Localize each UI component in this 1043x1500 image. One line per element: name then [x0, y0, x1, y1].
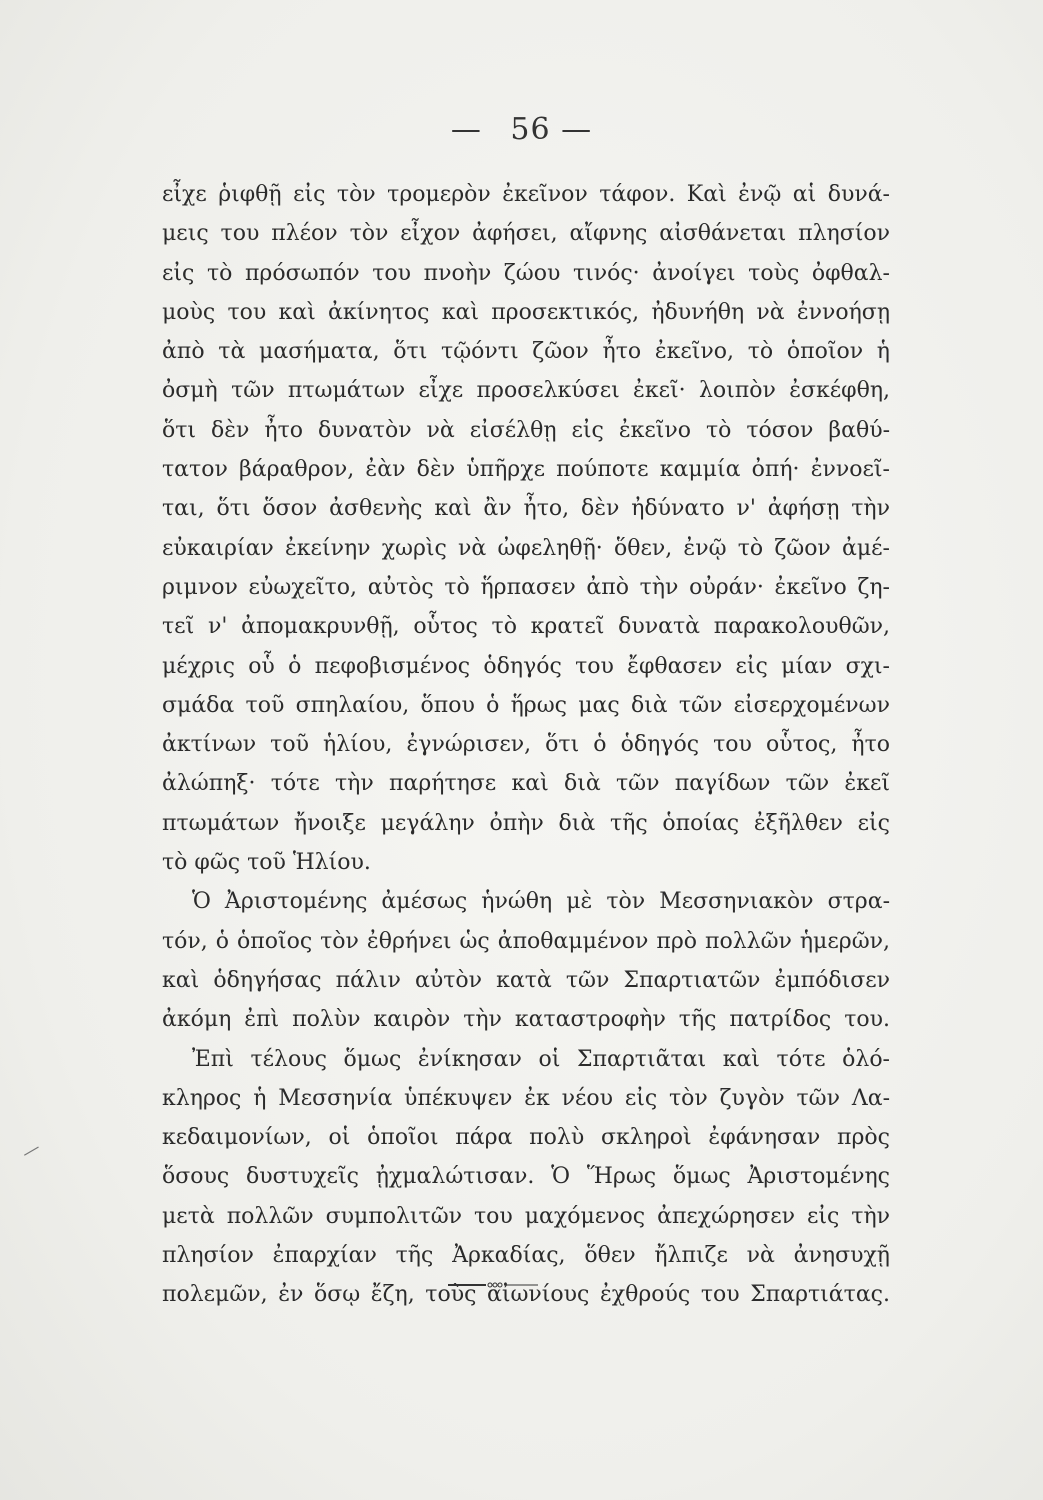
- paragraph-1: [162, 175, 890, 882]
- text-line: ὀσμὴ τῶν πτωμάτων εἶχε προσελκύσει ἐκεῖ· λοιπὸν ἐσκέφθη,: [162, 378, 890, 404]
- text-line: πλησίον ἐπαρχίαν τῆς Ἀρκαδίας, ὅθεν ἤλπιζε νὰ ἀνησυχῇ: [162, 1243, 890, 1269]
- text-line: τόν, ὁ ὁποῖος τὸν ἐθρήνει ὡς ἀποθαμμένον πρὸ πολλῶν ἡμερῶν,: [162, 928, 890, 954]
- text-line: Ὁ Ἀριστομένης ἀμέσως ἡνώθη μὲ τὸν Μεσσηνιακὸν στρα-: [192, 889, 890, 915]
- text-line: μεις του πλέον τὸν εἶχον ἀφήσει, αἴφνης αἰσθάνεται πλησίον: [162, 221, 890, 247]
- text-line: ται, ὅτι ὅσον ἀσθενὴς καὶ ἂν ἦτο, δὲν ἠδύνατο ν' ἀφήσῃ τὴν: [162, 496, 890, 522]
- text-line: κεδαιμονίων, οἱ ὁποῖοι πάρα πολὺ σκληροὶ ἐφάνησαν πρὸς: [162, 1125, 890, 1151]
- text-line: ὅτι δὲν ἦτο δυνατὸν νὰ εἰσέλθῃ εἰς ἐκεῖνο τὸ τόσον βαθύ-: [162, 417, 890, 443]
- text-line: ριμνον εὐωχεῖτο, αὐτὸς τὸ ἥρπασεν ἀπὸ τὴν οὐράν· ἐκεῖνο ζη-: [162, 574, 890, 600]
- end-ornament-icon: [448, 1282, 538, 1288]
- text-line: εὐκαιρίαν ἐκείνην χωρὶς νὰ ὠφεληθῇ· ὅθεν, ἐνῷ τὸ ζῶον ἀμέ-: [162, 535, 890, 561]
- text-line: εἶχε ῥιφθῇ εἰς τὸν τρομερὸν ἐκεῖνον τάφον. Καὶ ἐνῷ αἱ δυνά-: [162, 182, 890, 207]
- page-number-dash-right: —: [561, 112, 593, 147]
- paragraph-2: [162, 882, 890, 1039]
- paragraph-3: [162, 1040, 890, 1315]
- text-line: καὶ ὁδηγήσας πάλιν αὐτὸν κατὰ τῶν Σπαρτιατῶν ἐμπόδισεν: [162, 967, 890, 993]
- text-line: ἀλώπηξ· τότε τὴν παρήτησε καὶ διὰ τῶν παγίδων τῶν ἐκεῖ: [162, 771, 890, 797]
- text-line: τὸ φῶς τοῦ Ἡλίου.: [162, 850, 371, 876]
- text-line: μέχρις οὗ ὁ πεφοβισμένος ὁδηγός του ἔφθασεν εἰς μίαν σχι-: [162, 653, 890, 679]
- text-line: ἀκτίνων τοῦ ἡλίου, ἐγνώρισεν, ὅτι ὁ ὁδηγός του οὗτος, ἦτο: [162, 732, 890, 758]
- text-line: σμάδα τοῦ σπηλαίου, ὅπου ὁ ἥρως μας διὰ τῶν εἰσερχομένων: [162, 692, 890, 718]
- text-line: Ἐπὶ τέλους ὅμως ἐνίκησαν οἱ Σπαρτιᾶται καὶ τότε ὁλό-: [192, 1046, 890, 1072]
- page-number: 56: [510, 112, 551, 147]
- text-line: μοὺς του καὶ ἀκίνητος καὶ προσεκτικός, ἠδυνήθη νὰ ἐννοήσῃ: [162, 299, 890, 325]
- text-line: μετὰ πολλῶν συμπολιτῶν του μαχόμενος ἀπεχώρησεν εἰς τὴν: [162, 1203, 890, 1229]
- text-line: ἀκόμη ἐπὶ πολὺν καιρὸν τὴν καταστροφὴν τῆς πατρίδος του.: [162, 1007, 890, 1033]
- text-line: κληρος ἡ Μεσσηνία ὑπέκυψεν ἐκ νέου εἰς τὸν ζυγὸν τῶν Λα-: [162, 1085, 890, 1111]
- text-line: ἀπὸ τὰ μασήματα, ὅτι τῷόντι ζῶον ἦτο ἐκεῖνο, τὸ ὁποῖον ἡ: [162, 339, 890, 365]
- page-number-header: [0, 112, 1043, 147]
- body-text: [162, 175, 890, 1315]
- text-line: πτωμάτων ἤνοιξε μεγάλην ὀπὴν διὰ τῆς ὁποίας ἐξῆλθεν εἰς: [162, 810, 890, 836]
- page-number-dash-left: —: [450, 112, 482, 147]
- margin-pencil-mark-icon: —: [17, 1136, 45, 1165]
- text-line: εἰς τὸ πρόσωπόν του πνοὴν ζώου τινός· ἀνοίγει τοὺς ὀφθαλ-: [162, 260, 890, 286]
- text-line: τεῖ ν' ἀπομακρυνθῇ, οὗτος τὸ κρατεῖ δυνατὰ παρακολουθῶν,: [162, 614, 890, 640]
- text-line: πολεμῶν, ἐν ὅσῳ ἔζη, τοὺς αἰωνίους ἐχθρούς του Σπαρτιάτας.: [162, 1282, 890, 1308]
- text-line: ὅσους δυστυχεῖς ᾐχμαλώτισαν. Ὁ Ἥρως ὅμως Ἀριστομένης: [162, 1164, 890, 1190]
- text-line: τατον βάραθρον, ἐὰν δὲν ὑπῆρχε πούποτε καμμία ὀπή· ἐννοεῖ-: [162, 457, 890, 483]
